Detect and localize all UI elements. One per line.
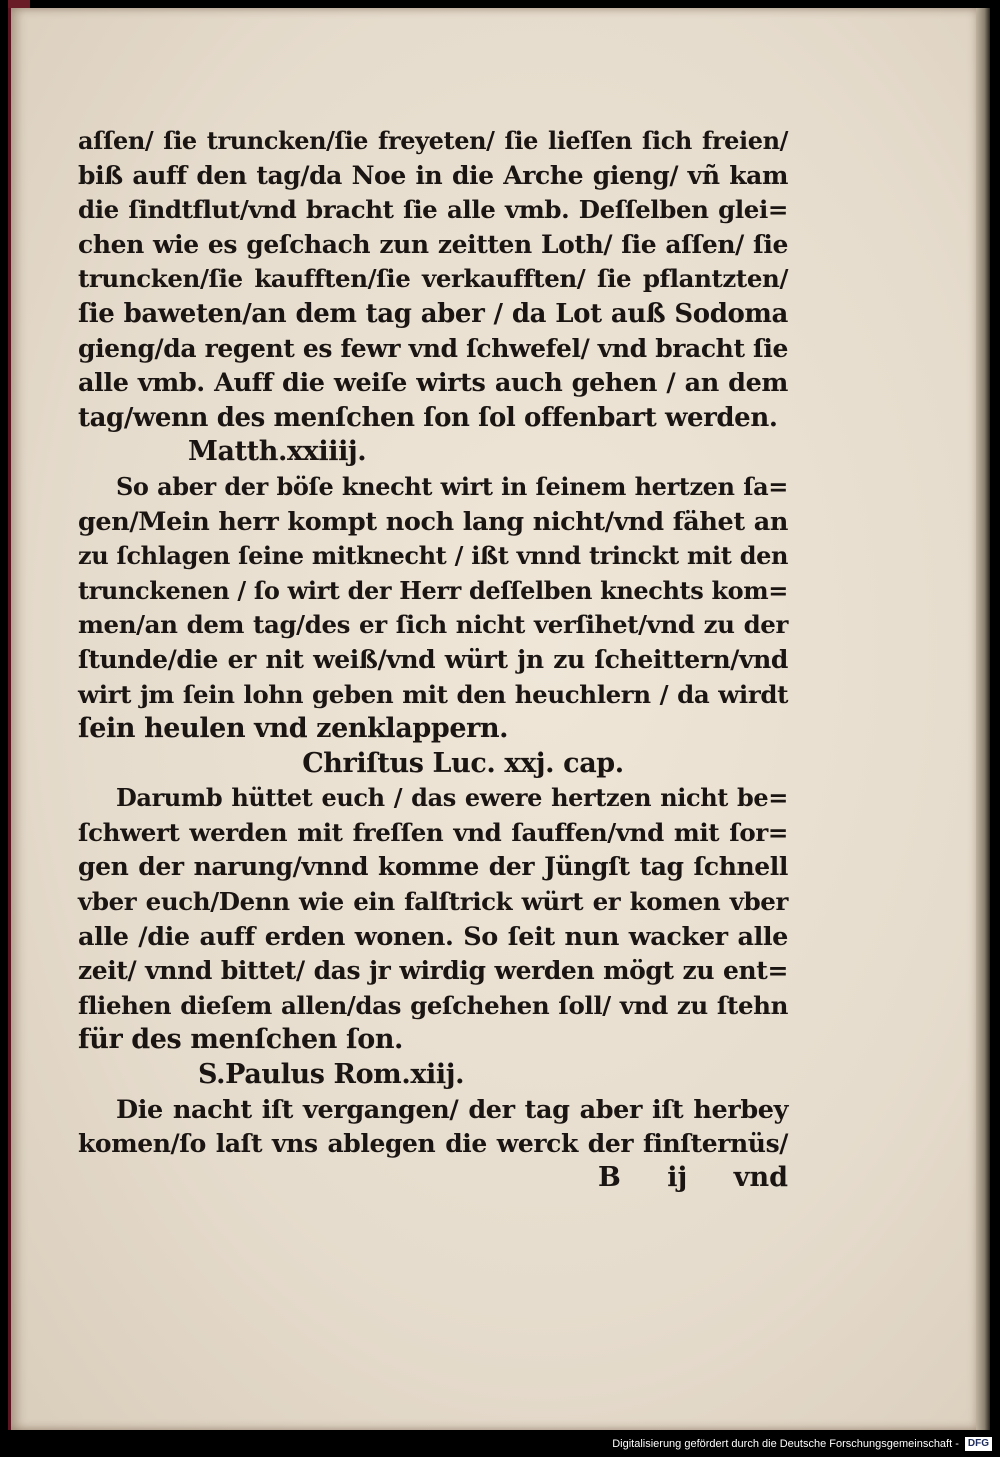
text-line: trunckenen / ſo wirt der Herr deſſelben knechts kom= [78,575,788,605]
catchword: vnd [733,1162,788,1193]
text-line: alle vmb. Auff die weiſe wirts auch gehen / an dem [78,368,788,399]
section-heading: Chriſtus Luc. xxj. cap. [302,747,624,779]
text-line: ſtunde/die er nit weiß/vnd würt jn zu ſcheittern/vnd [78,644,788,674]
text-line: Darumb hüttet euch / das ewere hertzen nicht be= [116,783,788,813]
text-line: gen der narung/vnnd komme der Jüngſt tag ſchnell [78,852,788,882]
text-line: die ſindtflut/vnd bracht ſie alle vmb. Deſſelben glei= [78,195,788,225]
text-line: gen/Mein herr kompt noch lang nicht/vnd fähet an [78,506,788,537]
text-line: vber euch/Denn wie ein falſtrick würt er komen vber [78,887,788,917]
text-line: ſein heulen vnd zenklappern. [78,713,509,745]
paragraph-4 [78,1093,788,1162]
section-heading: S.Paulus Rom.xiij. [198,1059,465,1091]
text-line: ſie baweten/an dem tag aber / da Lot auß Sodoma [78,298,788,329]
footer-text: Digitalisierung gefördert durch die Deutsche Forschungsgemeinschaft - [612,1438,959,1450]
text-line: Die nacht iſt vergangen/ der tag aber iſt herbey [116,1094,788,1125]
dfg-logo: DFG [965,1437,992,1451]
page-text [78,124,788,1162]
text-line: tag/wenn des menſchen ſon ſol offenbart werden. [78,402,778,433]
section-heading: Matth.xxiiij. [188,436,367,468]
text-line: gieng/da regent es fewr vnd ſchwefel/ vnd bracht ſie [78,333,788,363]
text-line: für des menſchen ſon. [78,1024,404,1056]
text-line: chen wie es geſchach zun zeitten Loth/ ſie aſſen/ ſie [78,229,788,259]
paragraph-3 [78,781,788,1058]
paragraph-2 [78,470,788,747]
text-line: zeit/ vnnd bittet/ das jr wirdig werden mögt zu ent= [78,956,788,986]
text-line: alle /die auff erden wonen. So ſeit nun wacker alle [78,921,788,952]
text-line: truncken/ſie kaufften/ſie verkaufften/ ſie pflantzten/ [78,264,788,294]
signature-mark: B [598,1162,621,1193]
signature-line [598,1162,788,1193]
text-line: ſchwert werden mit freſſen vnd ſauffen/vnd mit ſor= [78,817,788,847]
text-line: men/an dem tag/des er ſich nicht verſihet/vnd zu der [78,610,788,640]
funding-footer [612,1435,992,1453]
text-line: So aber der böſe knecht wirt in ſeinem hertzen ſa= [116,471,788,501]
text-line: fliehen dieſem allen/das geſchehen ſoll/ vnd zu ſtehn [78,990,788,1020]
paragraph-1 [78,124,788,435]
text-line: zu ſchlagen ſeine mitknecht / ißt vnnd trinckt mit den [78,541,788,571]
text-line: aſſen/ ſie truncken/ſie freyeten/ ſie lieſſen ſich freien/ [78,126,788,155]
text-line: biß auff den tag/da Noe in die Arche gieng/ vñ kam [78,160,788,190]
text-line: wirt jm ſein lohn geben mit den heuchlern / da wirdt [78,679,788,709]
page-edge-shadow [976,8,990,1430]
signature-number: ij [667,1162,688,1193]
text-line: komen/ſo laſt vns ablegen die werck der finſternüs/ [78,1129,788,1159]
